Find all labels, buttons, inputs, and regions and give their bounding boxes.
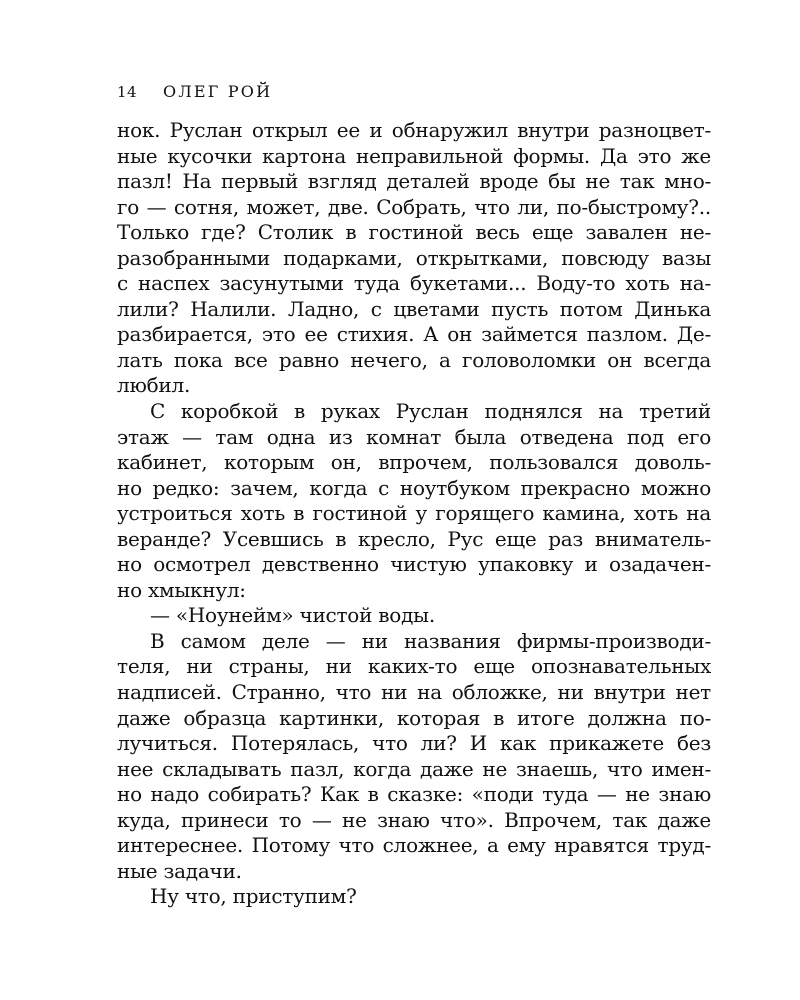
text-line: устроиться хоть в гостиной у горящего камина, хоть на [117, 501, 711, 526]
body-text [117, 118, 711, 910]
text-line: но осмотрел девственно чистую упаковку и озадачен- [117, 552, 711, 577]
text-line: лать пока все равно нечего, а головоломки он всегда [117, 347, 711, 372]
text-line: Только где? Столик в гостиной весь еще завален не- [117, 220, 711, 245]
text-line: надписей. Странно, что ни на обложке, ни внутри нет [117, 680, 711, 705]
text-line: даже образца картинки, которая в итоге должна по- [117, 705, 711, 730]
page-number: 14 [117, 83, 138, 101]
text-line: кабинет, которым он, впрочем, пользовался доволь- [117, 450, 711, 475]
text-line: куда, принеси то — не знаю что». Впрочем, так даже [117, 807, 711, 832]
text-line: С коробкой в руках Руслан поднялся на третий [150, 399, 711, 424]
text-line: разобранными подарками, открытками, повсюду вазы [117, 245, 711, 270]
text-line: ные кусочки картона неправильной формы. Да это же [117, 143, 711, 168]
text-line: но редко: зачем, когда с ноутбуком прекрасно можно [117, 475, 711, 500]
text-line: веранде? Усевшись в кресло, Рус еще раз вниматель- [117, 526, 711, 551]
text-line: этаж — там одна из комнат была отведена под его [117, 424, 711, 449]
text-line: но хмыкнул: [117, 577, 246, 602]
text-line: разбирается, это ее стихия. А он займется пазлом. Де- [117, 322, 711, 347]
text-line: лили? Налили. Ладно, с цветами пусть потом Динька [117, 296, 711, 321]
text-line: с наспех засунутыми туда букетами... Воду-то хоть на- [117, 271, 711, 296]
text-line: любил. [117, 373, 191, 398]
running-title: ОЛЕГ РОЙ [163, 82, 273, 101]
text-line: ные задачи. [117, 858, 242, 883]
text-line: теля, ни страны, ни каких-то еще опознавательных [117, 654, 711, 679]
text-line: Ну что, приступим? [150, 884, 357, 909]
page-header [117, 82, 272, 106]
text-line: В самом деле — ни названия фирмы-производи- [150, 628, 711, 653]
text-line: лучиться. Потерялась, что ли? И как прикажете без [117, 731, 711, 756]
text-line: нее складывать пазл, когда даже не знаешь, что имен- [117, 756, 711, 781]
text-line: пазл! На первый взгляд деталей вроде бы не так мно- [117, 169, 711, 194]
text-line: интереснее. Потому что сложнее, а ему нравятся труд- [117, 833, 711, 858]
text-line: но надо собирать? Как в сказке: «поди туда — не знаю [117, 782, 711, 807]
dialogue-line: — «Ноунейм» чистой воды. [150, 603, 435, 628]
text-line: нок. Руслан открыл ее и обнаружил внутри разноцвет- [117, 118, 711, 142]
text-line: го — сотня, может, две. Собрать, что ли, по-быстрому?.. [117, 194, 711, 219]
